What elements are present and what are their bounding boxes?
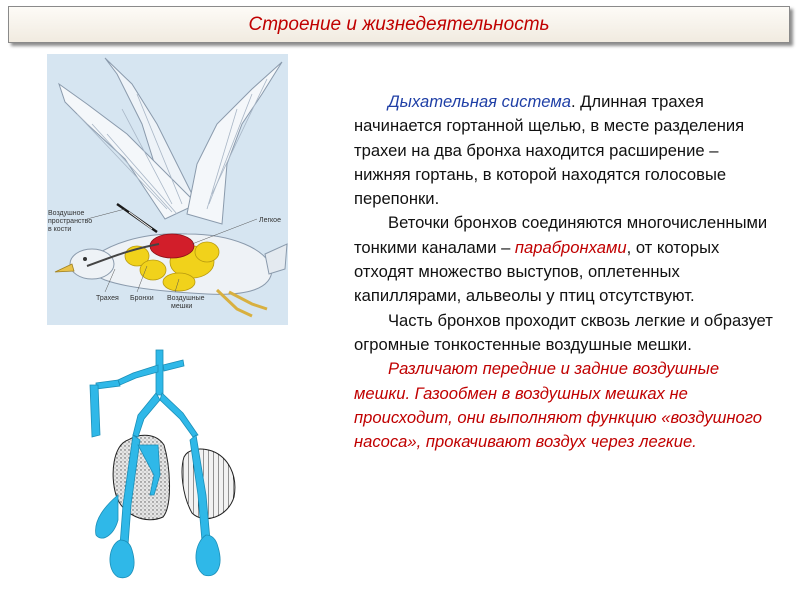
- term-respiratory-system: Дыхательная система: [388, 92, 571, 111]
- label-lung: Легкое: [259, 217, 281, 224]
- slide-body-text: [354, 90, 774, 454]
- bird-drawing: [47, 54, 288, 325]
- bird-eye: [83, 257, 87, 261]
- lung-schematic-drawing: [88, 345, 248, 585]
- airways-drawing: [90, 350, 220, 578]
- bird-respiratory-illustration: [47, 54, 288, 325]
- term-parabronchi: парабронхами: [514, 237, 627, 257]
- lungs-and-air-sacs-schematic: [88, 345, 248, 585]
- slide-title-bar: [8, 6, 790, 43]
- slide-title: Строение и жизнедеятельность: [248, 13, 550, 35]
- front-wing: [59, 84, 197, 219]
- bird-tail: [265, 244, 287, 274]
- right-lung: [182, 449, 235, 519]
- paragraph-air-sacs: Часть бронхов проходит сквозь легкие и образует огромные тонкостенные воздушные мешки.: [354, 310, 773, 354]
- paragraph-2-after: , от которых отходят множество выступов, оплетенных капиллярами, альвеолы у птиц отсутствуют.: [354, 237, 720, 306]
- label-air-sacs-line2: мешки: [171, 303, 193, 310]
- label-trachea: Трахея: [96, 295, 119, 302]
- lung-drawing: [150, 234, 194, 258]
- paragraph-respiratory-system: [354, 90, 774, 211]
- bird-beak: [55, 264, 74, 272]
- paragraph-bronchi-branches: [354, 211, 774, 308]
- paragraph-air-sacs-function: Различают передние и задние воздушные мешки. Газообмен в воздушных мешках не происходит, они выполняют функцию «воздушного насоса», прокачивают воздух через легкие.: [354, 359, 762, 452]
- paragraph-2-before: Веточки бронхов соединяются многочисленными тонкими каналами –: [354, 213, 768, 257]
- label-air-space-line1: Воздушное: [48, 210, 85, 217]
- label-bronchi: Бронхи: [130, 295, 154, 302]
- label-air-space-line3: в кости: [48, 226, 72, 233]
- right-wing: [187, 62, 282, 224]
- paragraph-1-rest: . Длинная трахея начинается гортанной щелью, в месте разделения трахеи на два бронха находится расширение – нижняя гортань, в которой находятся голосовые перепонки.: [354, 92, 745, 209]
- label-air-space-line2: пространство: [48, 218, 93, 225]
- label-air-sacs-line1: Воздушные: [167, 295, 205, 302]
